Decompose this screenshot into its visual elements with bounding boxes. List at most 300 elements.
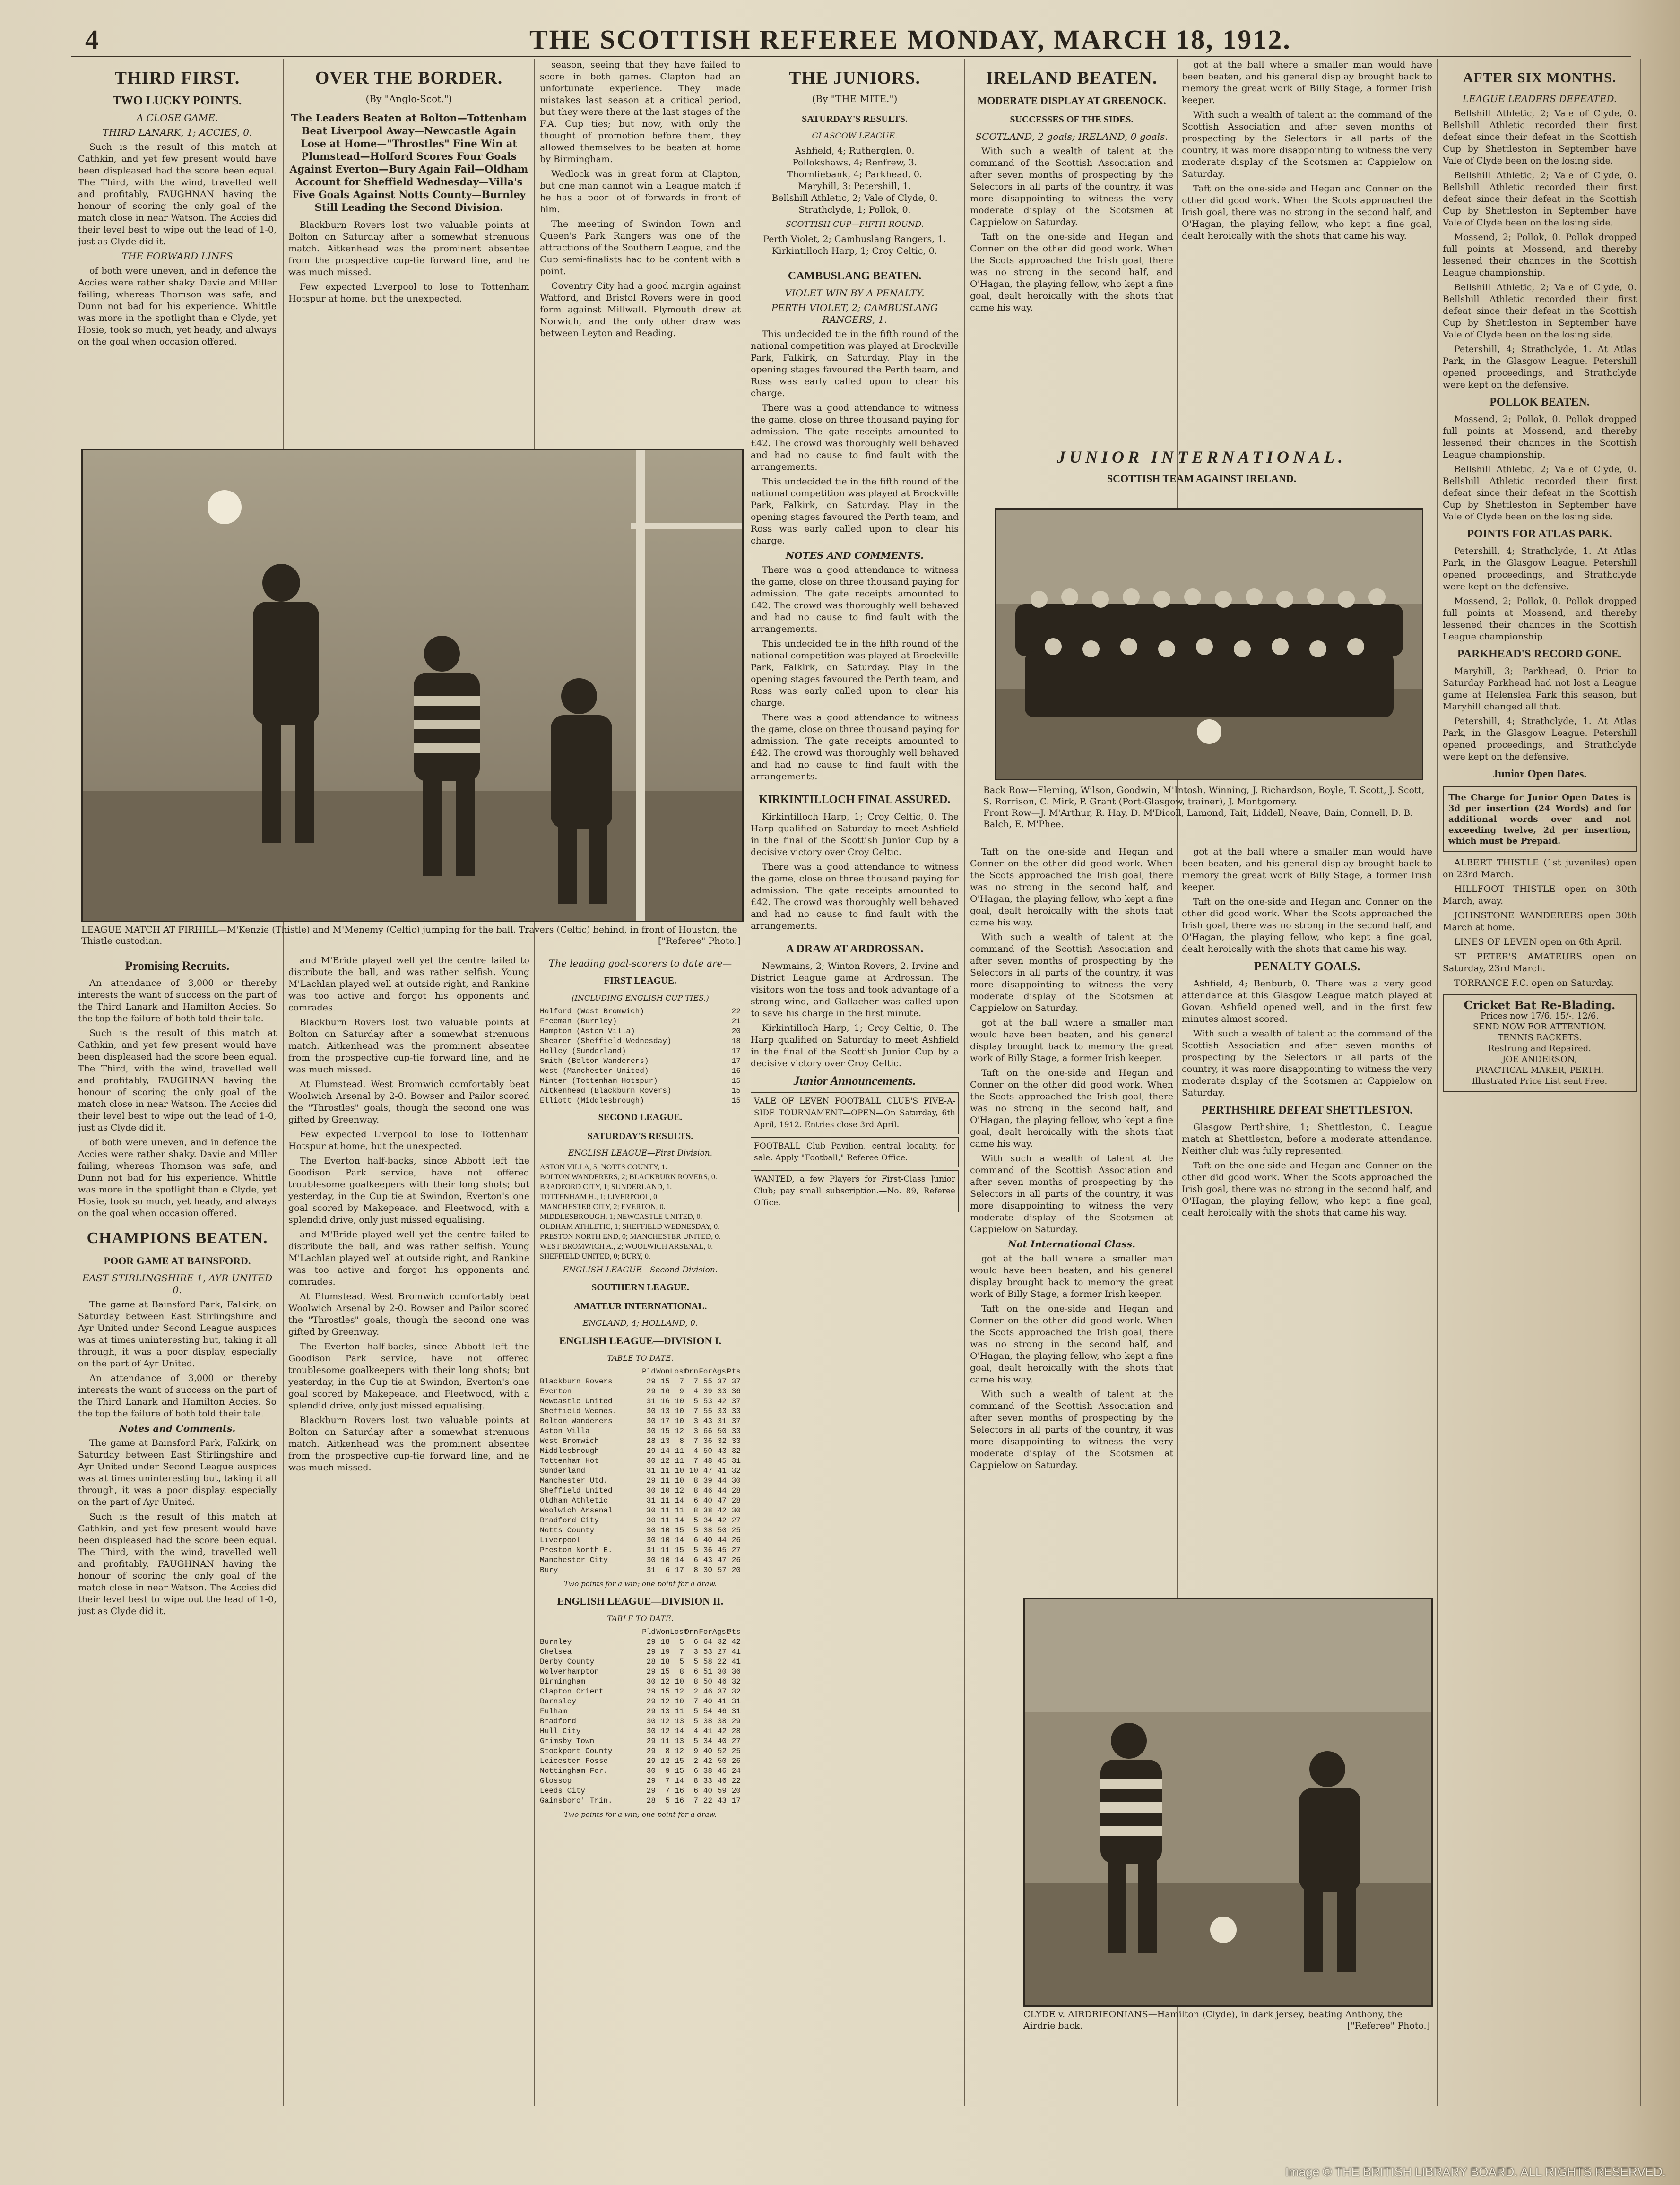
advert-title: Cricket Bat Re-Blading.: [1464, 998, 1616, 1012]
article-paragraph: Ashfield, 4; Benburb, 0. There was a very good attendance at this Glasgow League match played at Govan. Ashfield opened well, and in the first few minutes almost scored.: [1182, 978, 1432, 1024]
table-cell: 26: [731, 1757, 741, 1765]
cricket-bat-advert: [1443, 994, 1637, 1092]
table-cell: 30: [646, 1526, 656, 1535]
table-cell: 7: [693, 1457, 698, 1465]
section-subhead: GLASGOW LEAGUE.: [812, 131, 898, 141]
table-cell: 4: [693, 1727, 698, 1736]
scorer-row: [540, 1096, 741, 1106]
table-cell: 4: [693, 1447, 698, 1455]
byline: (By "Anglo-Scot."): [365, 93, 452, 104]
results-list: [751, 233, 959, 257]
photo-caption-text: LEAGUE MATCH AT FIRHILL—M'Kenzie (Thistle) and M'Menemy (Celtic) jumping for the ball. Travers (Celtic) behind, in front of Houston, the Thistle custodian.: [81, 924, 737, 946]
table-cell: 20: [731, 1787, 741, 1795]
table-cell: 20: [731, 1566, 741, 1574]
table-cell: Barnsley: [540, 1697, 576, 1706]
table-cell: 30: [646, 1407, 656, 1416]
table-cell: 33: [731, 1407, 741, 1416]
masthead-rule: [71, 56, 1631, 57]
table-cell: 64: [703, 1638, 712, 1646]
deck: POOR GAME AT BAINSFORD.: [104, 1255, 251, 1267]
table-cell: Tottenham Hot: [540, 1457, 599, 1465]
table-cell: 28: [731, 1486, 741, 1495]
result-line: Strathclyde, 1; Pollok, 0.: [798, 205, 911, 215]
table-cell: 12: [675, 1747, 684, 1755]
scorer-goals: 15: [731, 1097, 741, 1105]
table-cell: 7: [679, 1377, 684, 1386]
table-cell: 40: [703, 1787, 712, 1795]
table-row: [540, 1506, 741, 1516]
table-cell: 39: [703, 1477, 712, 1485]
article-paragraph: Blackburn Rovers lost two valuable points at Bolton on Saturday after a somewhat strenuous match. Aitkenhead was the prominent absentee from the prospective cup-tie forward line, and he was much missed.: [288, 220, 529, 277]
table-cell: 44: [717, 1486, 727, 1495]
table-row: [540, 1756, 741, 1766]
article-paragraph: of both were uneven, and in defence the Accies were rather shaky. Davie and Miller failing, whereas Thomson was safe, and Dunn not bad for his experience. Whittle was more in the spotlight than e Clyde, yet Hosie, took so much, yet heady, and always on the goal when occasion offered.: [78, 1137, 277, 1218]
article-paragraph: Taft on the one-side and Hegan and Conner on the other did good work. When the Scots approached the Irish goal, there was no strong in the second half, and O'Hagan, the playing fellow, who kept a fine goal, dealt heroically with the shots that came his way.: [970, 232, 1173, 313]
scorer-row: [540, 1046, 741, 1056]
table-cell: 10: [675, 1417, 684, 1425]
article-paragraph: With such a wealth of talent at the command of the Scottish Association and after seven months of prospecting by the Selectors in all parts of the country, it was more disappointing to witness the very moderate display of the Scotsmen at Cappielow on Saturday.: [1182, 1028, 1432, 1098]
table-cell: 8: [693, 1486, 698, 1495]
deck: The Leaders Beaten at Bolton—Tottenham Beat Liverpool Away—Newcastle Again Lose at Home—"Throstles" Fine Win at Plumstead—Holford Scores Four Goals Against Everton—Bury Again Fail—Oldham Account for Sheffield Wednesday—Villa's Five Goals Against Notts County—Burnley Still Leading the Second Division.: [289, 112, 528, 213]
table-cell: 5: [693, 1397, 698, 1406]
advert-line: Illustrated Price List sent Free.: [1472, 1076, 1608, 1086]
table-cell: 38: [703, 1506, 712, 1515]
table-cell: 27: [717, 1648, 727, 1656]
table-cell: 11: [675, 1506, 684, 1515]
article-paragraph: The meeting of Swindon Town and Queen's Park Rangers was one of the attractions of the Southern League, and the Cup semi-finalists had to be content with a point.: [540, 219, 741, 276]
table-cell: 16: [675, 1796, 684, 1805]
section-head: Junior Announcements.: [793, 1074, 916, 1088]
table-cell: 33: [717, 1407, 727, 1416]
section-subhead: (INCLUDING ENGLISH CUP TIES.): [572, 993, 709, 1002]
article-paragraph: Mossend, 2; Pollok, 0. Pollok dropped full points at Mossend, and thereby lessened their chances in the Scottish League championship.: [1443, 596, 1637, 642]
table-cell: 43: [717, 1796, 727, 1805]
table-row: [540, 1667, 741, 1677]
scorer-name: Smith (Bolton Wanderers): [540, 1057, 649, 1065]
table-cell: 11: [660, 1546, 670, 1555]
table-cell: 31: [646, 1397, 656, 1406]
table-cell: Aston Villa: [540, 1427, 590, 1435]
table-cell: 30: [703, 1566, 712, 1574]
table-cell: 5: [693, 1546, 698, 1555]
article-paragraph: Bellshill Athletic, 2; Vale of Clyde, 0. Bellshill Athletic recorded their first defeat since their defeat in the Scottish Cup by Shettleston in September have Vale of Clyde been on the losing side.: [1443, 282, 1637, 340]
open-date-entry: ST PETER'S AMATEURS open on Saturday, 23rd March.: [1443, 951, 1637, 974]
column-5-middle: [970, 846, 1173, 1508]
table-row: [540, 1486, 741, 1496]
table-cell: 6: [693, 1638, 698, 1646]
masthead: [57, 24, 1640, 57]
clyde-photo-caption: [1023, 2009, 1430, 2031]
table-cell: 8: [693, 1777, 698, 1785]
table-row: [540, 1736, 741, 1746]
table-cell: 8: [693, 1506, 698, 1515]
headline: PARKHEAD'S RECORD GONE.: [1457, 648, 1622, 660]
table-cell: 28: [731, 1727, 741, 1736]
photo-caption: [81, 924, 741, 947]
table-cell: 42: [717, 1397, 727, 1406]
result-line: ASTON VILLA, 5; NOTTS COUNTY, 1.: [540, 1163, 667, 1171]
table-cell: 40: [703, 1697, 712, 1706]
column-1-bottom: [78, 955, 277, 2113]
table-cell: 5: [693, 1526, 698, 1535]
article-paragraph: There was a good attendance to witness the game, close on three thousand paying for admission. The gate receipts amounted to £42. The crowd was thoroughly well behaved and had no cause to find fault with the arrangements.: [751, 565, 959, 634]
table-cell: 6: [665, 1566, 670, 1574]
table-cell: 41: [731, 1658, 741, 1666]
table-cell: 30: [646, 1457, 656, 1465]
table-cell: 31: [717, 1417, 727, 1425]
table-cell: Fulham: [540, 1707, 567, 1716]
table-cell: 25: [731, 1526, 741, 1535]
table-cell: Everton: [540, 1387, 572, 1396]
table-cell: 29: [646, 1787, 656, 1795]
article-paragraph: This undecided tie in the fifth round of the national competition was played at Brockville Park, Falkirk, on Saturday. Play in the opening stages favoured the Perth team, and Ross was early called upon to clear his charge.: [751, 329, 959, 398]
section-head: SATURDAY'S RESULTS.: [802, 114, 908, 124]
table-cell: West Bromwich: [540, 1437, 599, 1445]
table-cell: Wolverhampton: [540, 1667, 599, 1676]
table-cell: 7: [693, 1377, 698, 1386]
table-cell: 12: [675, 1486, 684, 1495]
result-line: TOTTENHAM H., 1; LIVERPOOL, 0.: [540, 1193, 659, 1201]
table-cell: 12: [660, 1677, 670, 1686]
table-cell: 30: [646, 1556, 656, 1564]
section-head: SOUTHERN LEAGUE.: [591, 1282, 689, 1293]
table-cell: 31: [731, 1457, 741, 1465]
team-caption-back-row: Back Row—Fleming, Wilson, Goodwin, M'Intosh, Winning, J. Richardson, Boyle, T. Scott, J. Scott, S. Rorrison, C. Mirk, P. Grant (Port-Glasgow, trainer), J. Montgomery.: [983, 785, 1425, 807]
result-line: ENGLAND, 4; HOLLAND, 0.: [582, 1319, 698, 1328]
scorer-name: Holford (West Bromwich): [540, 1007, 644, 1016]
table-row: [540, 1727, 741, 1736]
table-cell: 29: [646, 1477, 656, 1485]
table-cell: 10: [675, 1477, 684, 1485]
table-cell: 11: [660, 1506, 670, 1515]
table-row: [540, 1697, 741, 1707]
table-cell: 38: [703, 1767, 712, 1775]
masthead-title: THE SCOTTISH REFEREE MONDAY, MARCH 18, 1912.: [529, 24, 1291, 55]
table-cell: Newcastle United: [540, 1397, 613, 1406]
table-column-header: Pts: [727, 1628, 741, 1636]
goal-scorers-list: [540, 1007, 741, 1106]
table-cell: Blackburn Rovers: [540, 1377, 613, 1386]
scorer-name: Elliott (Middlesbrough): [540, 1097, 644, 1105]
column-6: [1443, 59, 1637, 2110]
article-paragraph: This undecided tie in the fifth round of the national competition was played at Brockville Park, Falkirk, on Saturday. Play in the opening stages favoured the Perth team, and Ross was early called upon to clear his charge.: [751, 639, 959, 708]
table-column-header: For: [699, 1367, 712, 1376]
article-paragraph: This undecided tie in the fifth round of the national competition was played at Brockville Park, Falkirk, on Saturday. Play in the opening stages favoured the Perth team, and Ross was early called upon to clear his charge.: [751, 476, 959, 546]
headline: PENALTY GOALS.: [1254, 959, 1360, 973]
table-cell: 30: [646, 1767, 656, 1775]
section-subhead: SCOTTISH CUP—FIFTH ROUND.: [785, 220, 924, 229]
table-cell: 14: [675, 1496, 684, 1505]
scorer-goals: 18: [731, 1037, 741, 1045]
table-row: [540, 1436, 741, 1446]
article-paragraph: The game at Bainsford Park, Falkirk, on Saturday between East Stirlingshire and Ayr United under Second League auspices was at times uninteresting but, taking it all through, it was a poor display, especially on the part of Ayr United.: [78, 1438, 277, 1507]
table-cell: 11: [660, 1496, 670, 1505]
result-line: BRADFORD CITY, 1; SUNDERLAND, 1.: [540, 1183, 672, 1191]
table-cell: 30: [646, 1427, 656, 1435]
article-paragraph: Newmains, 2; Winton Rovers, 2. Irvine and District League game at Ardrossan. The visitors won the toss and took advantage of a strong wind, and Gallacher was called upon to save his charge in the first minute.: [751, 961, 959, 1019]
table-cell: 39: [703, 1387, 712, 1396]
table-cell: 29: [646, 1667, 656, 1676]
table-cell: 7: [679, 1648, 684, 1656]
table-cell: 10: [675, 1467, 684, 1475]
announcement: FOOTBALL Club Pavilion, central locality, for sale. Apply "Football," Referee Office.: [751, 1137, 959, 1167]
table-cell: 9: [665, 1767, 670, 1775]
table-cell: 53: [703, 1397, 712, 1406]
table-cell: 10: [689, 1467, 698, 1475]
table-cell: 13: [660, 1407, 670, 1416]
table-cell: Grimsby Town: [540, 1737, 595, 1745]
table-cell: 33: [703, 1777, 712, 1785]
table-cell: 37: [731, 1397, 741, 1406]
table-cell: 14: [675, 1777, 684, 1785]
table-cell: 9: [679, 1387, 684, 1396]
table-row: [540, 1546, 741, 1555]
table-cell: 52: [717, 1747, 727, 1755]
table-cell: 5: [679, 1658, 684, 1666]
headline: THE JUNIORS.: [788, 68, 921, 88]
article-paragraph: and M'Bride played well yet the centre failed to distribute the ball, and was rather selfish. Young M'Lachlan played well at outside right, and Rankine was too active and forgot his opponents and comrades.: [288, 955, 529, 1013]
table-cell: 13: [660, 1437, 670, 1445]
table-cell: 29: [646, 1377, 656, 1386]
advert-lines: [1448, 1010, 1631, 1087]
column-2-bottom: [288, 955, 529, 2113]
table-column-header: [540, 1367, 641, 1377]
table-cell: 12: [660, 1757, 670, 1765]
article-paragraph: The game at Bainsford Park, Falkirk, on Saturday between East Stirlingshire and Ayr United under Second League auspices was at times uninteresting but, taking it all through, it was a poor display, especially on the part of Ayr United.: [78, 1299, 277, 1369]
table-cell: 27: [731, 1546, 741, 1555]
table-cell: 13: [675, 1717, 684, 1726]
table-cell: 30: [646, 1717, 656, 1726]
table-cell: 12: [675, 1687, 684, 1696]
table-cell: 12: [675, 1427, 684, 1435]
table-cell: 13: [675, 1737, 684, 1745]
table-cell: 5: [693, 1516, 698, 1525]
headline: THIRD FIRST.: [114, 68, 240, 88]
firhill-match-photo: [81, 449, 744, 922]
table-cell: 28: [731, 1496, 741, 1505]
open-date-entry: LINES OF LEVEN open on 6th April.: [1454, 937, 1622, 947]
scorer-name: Holley (Sunderland): [540, 1047, 626, 1055]
table-row: [540, 1456, 741, 1466]
team-caption-front-row: Front Row—J. M'Arthur, R. Hay, D. M'Dicoll, Lamond, Tait, Liddell, Neave, Bain, Connell, D. B. Balch, E. M'Phee.: [983, 808, 1413, 829]
table-cell: 34: [703, 1737, 712, 1745]
table-cell: 2: [693, 1687, 698, 1696]
article-paragraph: Coventry City had a good margin against Watford, and Bristol Rovers were in good form against Millwall. Plymouth drew at Norwich, and the only other draw was between Leyton and Reading.: [540, 281, 741, 338]
table-cell: 27: [731, 1516, 741, 1525]
open-date-entry: ALBERT THISTLE (1st juveniles) open on 23rd March.: [1443, 857, 1637, 880]
table-column-header: Agst: [712, 1628, 731, 1636]
table-cell: 33: [731, 1437, 741, 1445]
table-column-header: [540, 1627, 641, 1637]
table-cell: 3: [693, 1427, 698, 1435]
table-cell: 15: [675, 1526, 684, 1535]
advert-line: PRACTICAL MAKER, PERTH.: [1475, 1065, 1604, 1075]
headline: CAMBUSLANG BEATEN.: [788, 270, 922, 282]
table-row: [540, 1426, 741, 1436]
table-cell: 16: [675, 1787, 684, 1795]
table-cell: 8: [693, 1566, 698, 1574]
table-cell: 5: [665, 1796, 670, 1805]
photo-illustration: [83, 450, 742, 921]
table-cell: Bradford City: [540, 1516, 599, 1525]
scorer-name: Minter (Tottenham Hotspur): [540, 1077, 658, 1085]
table-cell: Leicester Fosse: [540, 1757, 608, 1765]
table-cell: 15: [660, 1667, 670, 1676]
byline: (By "THE MITE."): [812, 93, 898, 104]
advert-line: Prices now 17/6, 15/-, 12/6.: [1480, 1011, 1599, 1021]
table-cell: 46: [703, 1486, 712, 1495]
article-paragraph: There was a good attendance to witness the game, close on three thousand paying for admission. The gate receipts amounted to £42. The crowd was thoroughly well behaved and had no cause to find fault with the arrangements.: [751, 712, 959, 782]
table-cell: 31: [646, 1566, 656, 1574]
table-column-header: Drn: [684, 1367, 698, 1376]
article-paragraph: At Plumstead, West Bromwich comfortably beat Woolwich Arsenal by 2-0. Bowser and Pailor scored the "Throstles" goals, though the second one was gifted by Greenway.: [288, 1291, 529, 1337]
column-5b-top: [1182, 59, 1432, 442]
table-cell: 18: [660, 1638, 670, 1646]
table-cell: Middlesbrough: [540, 1447, 599, 1455]
table-cell: 54: [703, 1707, 712, 1716]
article-paragraph: Blackburn Rovers lost two valuable points at Bolton on Saturday after a somewhat strenuous match. Aitkenhead was the prominent absentee from the prospective cup-tie forward line, and he was much missed.: [288, 1017, 529, 1075]
table-cell: 5: [679, 1638, 684, 1646]
photo-credit: ["Referee" Photo.]: [1347, 2021, 1430, 2031]
result-line: EAST STIRLINGSHIRE 1, AYR UNITED 0.: [82, 1272, 273, 1295]
table-cell: 22: [703, 1796, 712, 1805]
article-paragraph: An attendance of 3,000 or thereby interests the want of success on the part of the Third Lanark and Hamilton Accies. So the top the failure of both told their tale.: [78, 1373, 277, 1419]
table-cell: 16: [660, 1397, 670, 1406]
table-cell: 31: [646, 1546, 656, 1555]
table-row: [540, 1677, 741, 1687]
section-head: Junior Open Dates.: [1492, 768, 1587, 780]
column-rule: [283, 59, 284, 2106]
table-cell: 40: [703, 1747, 712, 1755]
banner-subtitle: SCOTTISH TEAM AGAINST IRELAND.: [1107, 473, 1297, 484]
article-paragraph: Bellshill Athletic, 2; Vale of Clyde, 0. Bellshill Athletic recorded their first defeat since their defeat in the Scottish Cup by Shettleston in September have Vale of Clyde been on the losing side.: [1443, 170, 1637, 228]
table-cell: 32: [731, 1467, 741, 1475]
table-cell: Sunderland: [540, 1467, 586, 1475]
table-cell: 59: [717, 1787, 727, 1795]
table-row: [540, 1786, 741, 1796]
table-cell: Liverpool: [540, 1536, 581, 1545]
column-rule: [1437, 59, 1438, 2106]
headline: PERTHSHIRE DEFEAT SHETTLESTON.: [1201, 1104, 1413, 1116]
league-table-div1: [540, 1367, 741, 1575]
table-header: [540, 1367, 741, 1377]
table-cell: 40: [717, 1737, 727, 1745]
table-cell: 13: [660, 1707, 670, 1716]
clyde-photo-illustration: [1025, 1599, 1431, 2005]
table-cell: 43: [717, 1447, 727, 1455]
table-cell: Stockport County: [540, 1747, 613, 1755]
scorer-row: [540, 1017, 741, 1027]
results-list: [751, 145, 959, 216]
article-paragraph: Bellshill Athletic, 2; Vale of Clyde, 0. Bellshill Athletic recorded their first defeat since their defeat in the Scottish Cup by Shettleston in September have Vale of Clyde been on the losing side.: [1443, 464, 1637, 522]
team-photo: [995, 508, 1423, 780]
table-cell: 47: [703, 1467, 712, 1475]
table-cell: 36: [703, 1437, 712, 1445]
scorer-row: [540, 1007, 741, 1017]
table-cell: 42: [717, 1516, 727, 1525]
table-cell: 11: [660, 1737, 670, 1745]
table-cell: 5: [693, 1737, 698, 1745]
table-cell: Clapton Orient: [540, 1687, 604, 1696]
headline: A DRAW AT ARDROSSAN.: [786, 943, 924, 955]
article-paragraph: Taft on the one-side and Hegan and Conner on the other did good work. When the Scots approached the Irish goal, there was no strong in the second half, and O'Hagan, the playing fellow, who kept a fine goal, dealt heroically with the shots that came his way.: [970, 846, 1173, 928]
table-cell: 32: [717, 1437, 727, 1445]
table-cell: Manchester City: [540, 1556, 608, 1564]
table-cell: 24: [731, 1767, 741, 1775]
table-cell: 46: [717, 1707, 727, 1716]
table-cell: 36: [703, 1546, 712, 1555]
table-row: [540, 1647, 741, 1657]
table-row: [540, 1796, 741, 1806]
scorer-goals: 17: [731, 1047, 741, 1055]
table-cell: 40: [703, 1536, 712, 1545]
section-head: SECOND LEAGUE.: [598, 1112, 683, 1123]
headline: AFTER SIX MONTHS.: [1463, 70, 1617, 86]
table-cell: 12: [660, 1697, 670, 1706]
table-cell: Gainsboro' Trin.: [540, 1796, 613, 1805]
table-cell: 30: [646, 1536, 656, 1545]
result-line: SCOTLAND, 2 goals; IRELAND, 0 goals.: [975, 131, 1168, 142]
table-row: [540, 1407, 741, 1416]
table-cell: 41: [717, 1467, 727, 1475]
table-cell: Bury: [540, 1566, 558, 1574]
subhead: SUCCESSES OF THE SIDES.: [1010, 114, 1134, 125]
table-cell: 55: [703, 1407, 712, 1416]
table-cell: Nottingham For.: [540, 1767, 608, 1775]
advert-line: Restrung and Repaired.: [1488, 1044, 1591, 1054]
table-cell: Chelsea: [540, 1648, 572, 1656]
table-cell: 42: [717, 1506, 727, 1515]
table-cell: 53: [703, 1648, 712, 1656]
table-cell: 9: [693, 1747, 698, 1755]
table-cell: 31: [731, 1707, 741, 1716]
table-row: [540, 1637, 741, 1647]
table-cell: 30: [646, 1506, 656, 1515]
table-cell: 31: [646, 1467, 656, 1475]
article-paragraph: Taft on the one-side and Hegan and Conner on the other did good work. When the Scots approached the Irish goal, there was no strong in the second half, and O'Hagan, the playing fellow, who kept a fine goal, dealt heroically with the shots that came his way.: [1182, 897, 1432, 954]
table-row: [540, 1555, 741, 1565]
table-column-header: Pld: [642, 1367, 656, 1376]
article-paragraph: An attendance of 3,000 or thereby interests the want of success on the part of the Third Lanark and Hamilton Accies. So the top the failure of both told their tale.: [78, 978, 277, 1024]
table-cell: 10: [675, 1397, 684, 1406]
table-cell: 44: [717, 1477, 727, 1485]
table-cell: 32: [731, 1677, 741, 1686]
table-cell: 31: [646, 1496, 656, 1505]
article-paragraph: Petershill, 4; Strathclyde, 1. At Atlas Park, in the Glasgow League. Petershill opened proceedings, and Strathclyde were kept on the defensive.: [1443, 344, 1637, 390]
open-date-entry: TORRANCE F.C. open on Saturday.: [1454, 978, 1614, 988]
column-3-top: [540, 59, 741, 447]
table-cell: 7: [693, 1796, 698, 1805]
table-row: [540, 1397, 741, 1407]
table-cell: 7: [665, 1777, 670, 1785]
article-paragraph: Bellshill Athletic, 2; Vale of Clyde, 0. Bellshill Athletic recorded their first defeat since their defeat in the Scottish Cup by Shettleston in September have Vale of Clyde been on the losing side.: [1443, 108, 1637, 166]
table-cell: 25: [731, 1747, 741, 1755]
table-row: [540, 1565, 741, 1575]
result-line: Ashfield, 4; Rutherglen, 0.: [795, 146, 915, 156]
table-cell: 57: [717, 1566, 727, 1574]
table-cell: Birmingham: [540, 1677, 586, 1686]
table-cell: 51: [703, 1667, 712, 1676]
table-cell: 33: [717, 1387, 727, 1396]
scorer-name: Freeman (Burnley): [540, 1017, 617, 1026]
table-cell: 10: [660, 1526, 670, 1535]
article-paragraph: Such is the result of this match at Cathkin, and yet few present would have been displeased had the score been equal. The Third, with the wind, travelled well and profitably, FAUGHNAN having the honour of scoring the only goal of the match close in near Watson. The Accies did their level best to wipe out the lead of 1-0, just as Clyde did it.: [78, 1028, 277, 1133]
table-cell: 8: [679, 1437, 684, 1445]
table-cell: 6: [693, 1496, 698, 1505]
article-paragraph: of both were uneven, and in defence the Accies were rather shaky. Davie and Miller failing, whereas Thomson was safe, and Dunn not bad for his experience. Whittle was more in the spotlight than e Clyde, yet Hosie, took so much, yet heady, and always on the goal when occasion offered.: [78, 266, 277, 347]
table-cell: 55: [703, 1377, 712, 1386]
table-cell: 6: [693, 1667, 698, 1676]
